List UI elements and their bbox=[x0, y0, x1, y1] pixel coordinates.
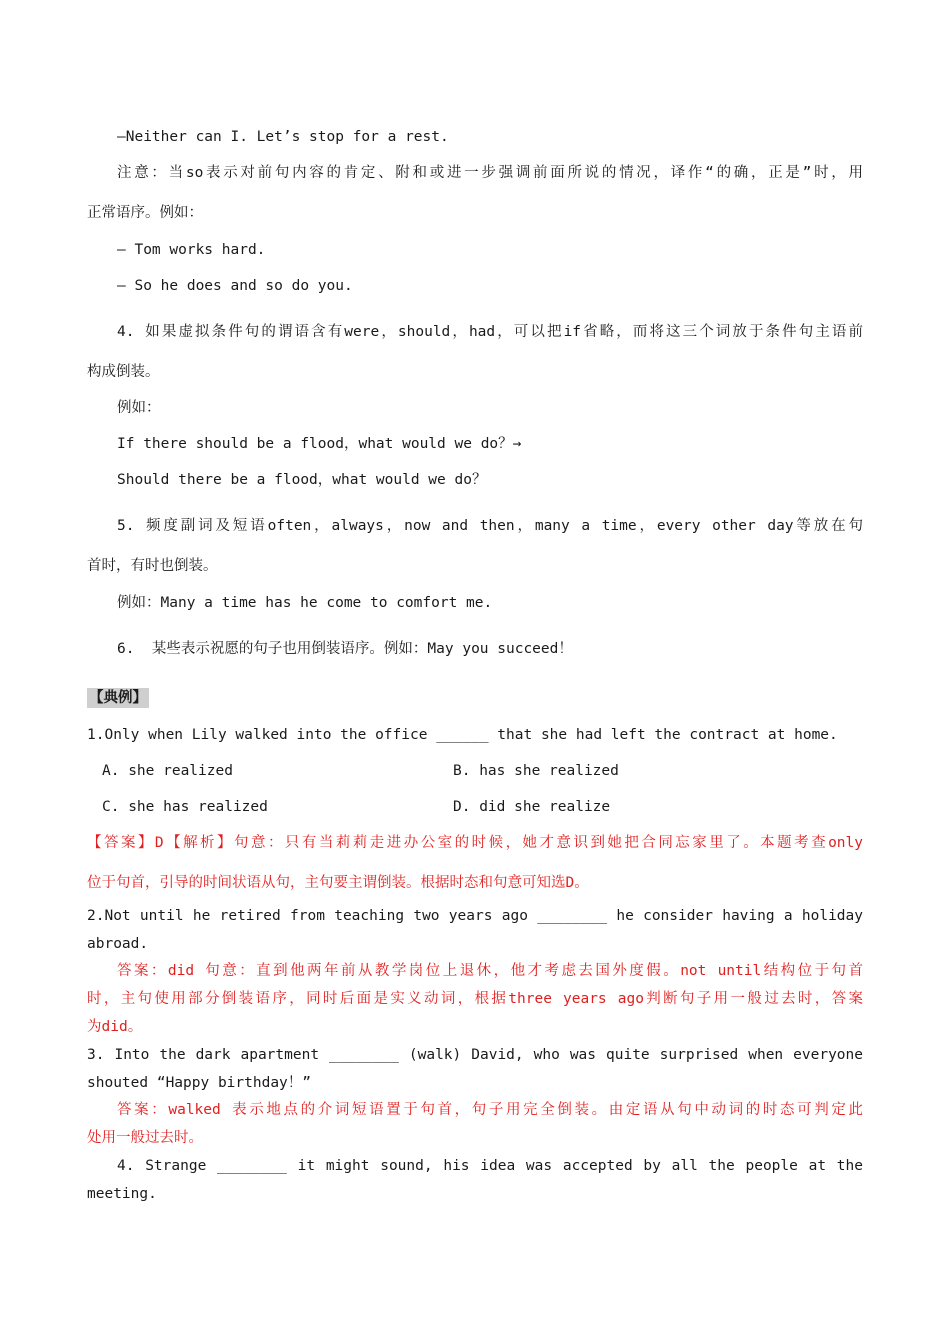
question-1-option-a: A. she realized bbox=[102, 763, 233, 779]
question-2-answer: 为did。 bbox=[87, 1019, 143, 1035]
question-3-stem: 3. Into the dark apartment ________ (walk) David, who was quite surprised when everyone bbox=[87, 1047, 863, 1063]
text-line: 6. 某些表示祝愿的句子也用倒装语序。例如：May you succeed！ bbox=[117, 641, 573, 657]
question-3-answer: 答案：walked 表示地点的介词短语置于句首，句子用完全倒装。由定语从句中动词的时态可判定此 bbox=[117, 1102, 863, 1118]
question-1-option-b: B. has she realized bbox=[453, 763, 619, 779]
question-4-stem: meeting. bbox=[87, 1186, 157, 1202]
question-2-stem: abroad. bbox=[87, 936, 149, 952]
text-line: 构成倒装。 bbox=[87, 364, 160, 380]
question-1-option-d: D. did she realize bbox=[453, 799, 611, 815]
text-line: 正常语序。例如： bbox=[87, 205, 203, 221]
text-line: 4. 如果虚拟条件句的谓语含有were，should，had，可以把if省略，而将这三个词放于条件句主语前 bbox=[117, 324, 863, 340]
question-4-stem: 4. Strange ________ it might sound, his idea was accepted by all the people at the bbox=[117, 1158, 863, 1174]
text-line: 例如：Many a time has he come to comfort me. bbox=[117, 595, 493, 611]
question-3-stem: shouted “Happy birthday！” bbox=[87, 1075, 312, 1091]
text-line: If there should be a flood，what would we do？→ bbox=[117, 436, 522, 452]
question-1-answer: 位于句首，引导的时间状语从句，主句要主谓倒装。根据时态和句意可知选D。 bbox=[87, 875, 589, 891]
text-line: 例如： bbox=[117, 400, 161, 416]
question-1-answer: 【答案】D【解析】句意：只有当莉莉走进办公室的时候，她才意识到她把合同忘家里了。本题考查only bbox=[87, 835, 863, 851]
question-1-option-c: C. she has realized bbox=[102, 799, 268, 815]
text-line: Should there be a flood，what would we do？ bbox=[117, 472, 487, 488]
text-line: 5. 频度副词及短语often，always，now and then，many a time，every other day等放在句 bbox=[117, 518, 863, 534]
text-line: 注意：当so表示对前句内容的肯定、附和或进一步强调前面所说的情况，译作“的确，正是”时，用 bbox=[117, 165, 863, 181]
question-1-stem: 1.Only when Lily walked into the office ______ that she had left the contract at home. bbox=[87, 727, 838, 743]
text-line: 首时，有时也倒装。 bbox=[87, 558, 218, 574]
question-2-stem: 2.Not until he retired from teaching two years ago ________ he consider having a holiday bbox=[87, 908, 863, 924]
text-line: —Neither can I. Let’s stop for a rest. bbox=[117, 129, 449, 145]
text-line: — Tom works hard. bbox=[117, 242, 266, 258]
section-heading: 【典例】 bbox=[89, 690, 147, 706]
text-line: — So he does and so do you. bbox=[117, 278, 353, 294]
question-2-answer: 答案：did 句意：直到他两年前从教学岗位上退休，他才考虑去国外度假。not until结构位于句首 bbox=[117, 963, 863, 979]
question-2-answer: 时，主句使用部分倒装语序，同时后面是实义动词，根据three years ago判断句子用一般过去时，答案 bbox=[87, 991, 863, 1007]
question-3-answer: 处用一般过去时。 bbox=[87, 1130, 203, 1146]
